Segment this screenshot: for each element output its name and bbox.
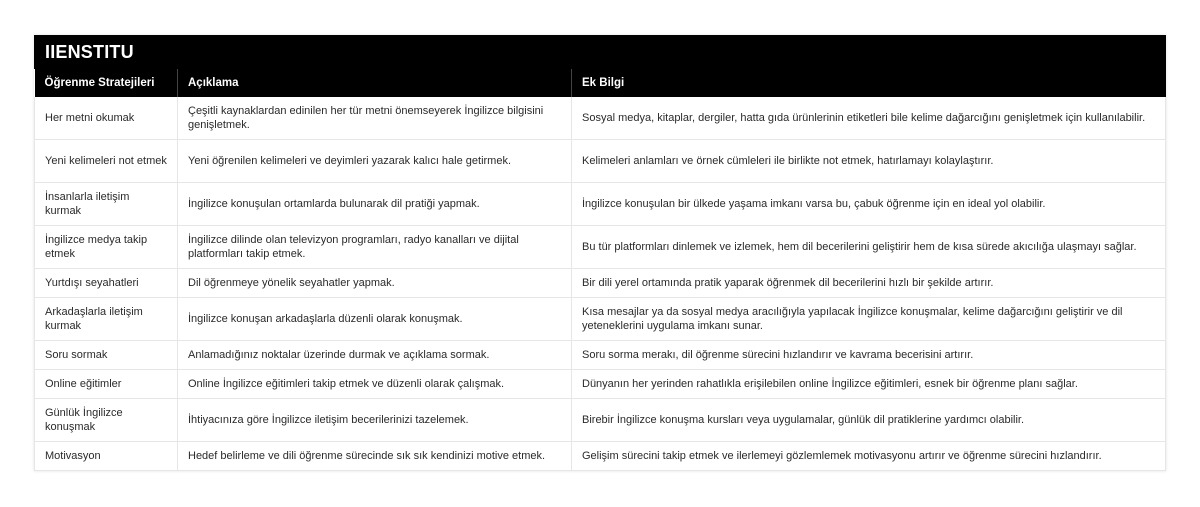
strategies-table-card bbox=[34, 35, 1166, 471]
column-header-extra-info: Ek Bilgi bbox=[572, 69, 1166, 97]
cell-extra-info: İngilizce konuşulan bir ülkede yaşama imkanı varsa bu, çabuk öğrenme için en ideal yol olabilir. bbox=[572, 183, 1166, 226]
table-header bbox=[35, 69, 1166, 97]
cell-description: İngilizce dilinde olan televizyon programları, radyo kanalları ve dijital platformları takip etmek. bbox=[178, 226, 572, 269]
cell-extra-info: Kısa mesajlar ya da sosyal medya aracılığıyla yapılacak İngilizce konuşmalar, kelime dağarcığını geliştirir ve dil yeteneklerini uygulama imkanı sunar. bbox=[572, 298, 1166, 341]
cell-description: Anlamadığınız noktalar üzerinde durmak ve açıklama sormak. bbox=[178, 341, 572, 370]
cell-extra-info: Gelişim sürecini takip etmek ve ilerlemeyi gözlemlemek motivasyonu artırır ve öğrenme sürecini hızlandırır. bbox=[572, 442, 1166, 471]
table-row bbox=[35, 226, 1166, 269]
table-body bbox=[35, 97, 1166, 471]
cell-strategy: Yeni kelimeleri not etmek bbox=[35, 140, 178, 183]
table-row bbox=[35, 97, 1166, 140]
cell-extra-info: Bu tür platformları dinlemek ve izlemek, hem dil becerilerini geliştirir hem de kısa sürede akıcılığa ulaşmayı sağlar. bbox=[572, 226, 1166, 269]
cell-description: Online İngilizce eğitimleri takip etmek ve düzenli olarak çalışmak. bbox=[178, 370, 572, 399]
table-row bbox=[35, 399, 1166, 442]
strategies-table bbox=[34, 69, 1166, 471]
cell-extra-info: Bir dili yerel ortamında pratik yaparak öğrenmek dil becerilerini hızlı bir şekilde artırır. bbox=[572, 269, 1166, 298]
cell-description: İngilizce konuşulan ortamlarda bulunarak dil pratiği yapmak. bbox=[178, 183, 572, 226]
cell-description: İngilizce konuşan arkadaşlarla düzenli olarak konuşmak. bbox=[178, 298, 572, 341]
table-row bbox=[35, 183, 1166, 226]
cell-strategy: Soru sormak bbox=[35, 341, 178, 370]
cell-extra-info: Dünyanın her yerinden rahatlıkla erişilebilen online İngilizce eğitimleri, esnek bir öğrenme planı sağlar. bbox=[572, 370, 1166, 399]
cell-strategy: Yurtdışı seyahatleri bbox=[35, 269, 178, 298]
cell-strategy: Motivasyon bbox=[35, 442, 178, 471]
cell-strategy: İnsanlarla iletişim kurmak bbox=[35, 183, 178, 226]
brand-header bbox=[34, 35, 1166, 69]
table-row bbox=[35, 298, 1166, 341]
cell-description: Hedef belirleme ve dili öğrenme sürecinde sık sık kendinizi motive etmek. bbox=[178, 442, 572, 471]
table-row bbox=[35, 442, 1166, 471]
cell-description: İhtiyacınıza göre İngilizce iletişim becerilerinizi tazelemek. bbox=[178, 399, 572, 442]
cell-strategy: Her metni okumak bbox=[35, 97, 178, 140]
cell-description: Çeşitli kaynaklardan edinilen her tür metni önemseyerek İngilizce bilgisini genişletmek. bbox=[178, 97, 572, 140]
brand-title: IIENSTITU bbox=[45, 41, 134, 62]
cell-strategy: Online eğitimler bbox=[35, 370, 178, 399]
cell-extra-info: Kelimeleri anlamları ve örnek cümleleri ile birlikte not etmek, hatırlamayı kolaylaştırır. bbox=[572, 140, 1166, 183]
table-row bbox=[35, 140, 1166, 183]
cell-strategy: Günlük İngilizce konuşmak bbox=[35, 399, 178, 442]
cell-strategy: Arkadaşlarla iletişim kurmak bbox=[35, 298, 178, 341]
cell-extra-info: Soru sorma merakı, dil öğrenme sürecini hızlandırır ve kavrama becerisini artırır. bbox=[572, 341, 1166, 370]
cell-extra-info: Birebir İngilizce konuşma kursları veya uygulamalar, günlük dil pratiklerine yardımcı olabilir. bbox=[572, 399, 1166, 442]
table-row bbox=[35, 370, 1166, 399]
table-row bbox=[35, 341, 1166, 370]
table-row bbox=[35, 269, 1166, 298]
cell-extra-info: Sosyal medya, kitaplar, dergiler, hatta gıda ürünlerinin etiketleri bile kelime dağarcığını genişletmek için kullanılabilir. bbox=[572, 97, 1166, 140]
column-header-description: Açıklama bbox=[178, 69, 572, 97]
column-header-strategy: Öğrenme Stratejileri bbox=[35, 69, 178, 97]
cell-description: Yeni öğrenilen kelimeleri ve deyimleri yazarak kalıcı hale getirmek. bbox=[178, 140, 572, 183]
header-row bbox=[35, 69, 1166, 97]
cell-strategy: İngilizce medya takip etmek bbox=[35, 226, 178, 269]
cell-description: Dil öğrenmeye yönelik seyahatler yapmak. bbox=[178, 269, 572, 298]
